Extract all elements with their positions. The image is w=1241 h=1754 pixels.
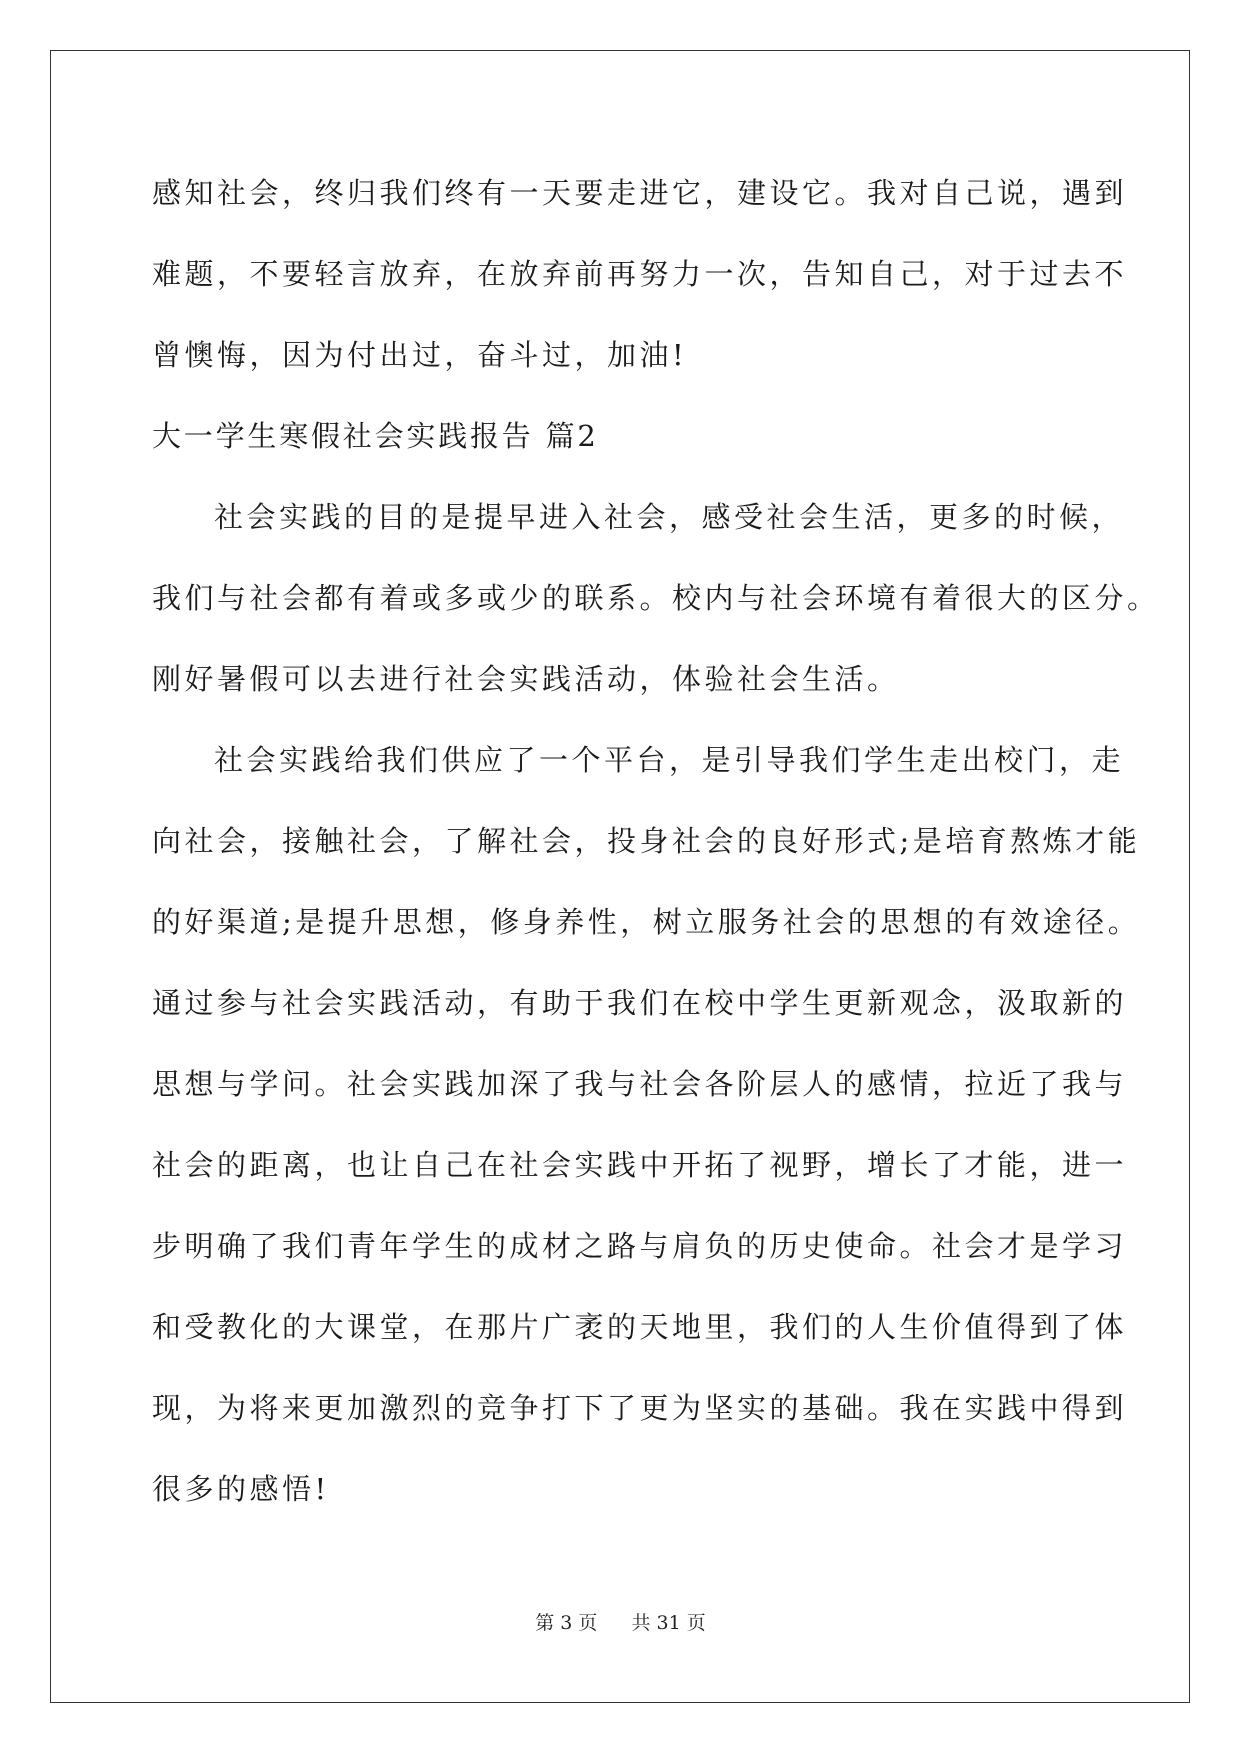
text-line: 现，为将来更加激烈的竞争打下了更为坚实的基础。我在实践中得到: [152, 1391, 1128, 1425]
text-line: 社会实践给我们供应了一个平台，是引导我们学生走出校门，走: [214, 743, 1125, 777]
document-body: [152, 158, 1160, 1535]
text-line: 感知社会，终归我们终有一天要走进它，建设它。我对自己说，遇到: [152, 176, 1128, 210]
text-line: 思想与学问。社会实践加深了我与社会各阶层人的感情，拉近了我与: [152, 1067, 1128, 1101]
text-line: 我们与社会都有着或多或少的联系。校内与社会环境有着很大的区分。: [152, 581, 1160, 615]
text-line: 社会的距离，也让自己在社会实践中开拓了视野，增长了才能，进一: [152, 1148, 1128, 1182]
page-number-total: 共 31 页: [631, 1612, 706, 1634]
text-line: 社会实践的目的是提早进入社会，感受社会生活，更多的时候，: [214, 500, 1125, 534]
text-line: 难题，不要轻言放弃，在放弃前再努力一次，告知自己，对于过去不: [152, 257, 1128, 291]
text-line: 向社会，接触社会，了解社会，投身社会的良好形式;是培育熬炼才能: [152, 824, 1141, 858]
text-line: 曾懊悔，因为付出过，奋斗过，加油!: [152, 338, 688, 372]
page-number-current: 第 3 页: [535, 1612, 598, 1634]
text-line: 步明确了我们青年学生的成材之路与肩负的历史使命。社会才是学习: [152, 1229, 1128, 1263]
text-line: 和受教化的大课堂，在那片广袤的天地里，我们的人生价值得到了体: [152, 1310, 1128, 1344]
text-line: 通过参与社会实践活动，有助于我们在校中学生更新观念，汲取新的: [152, 986, 1128, 1020]
page-footer: [0, 1608, 1241, 1635]
text-line: 的好渠道;是提升思想，修身养性，树立服务社会的思想的有效途径。: [152, 905, 1141, 939]
text-line: 刚好暑假可以去进行社会实践活动，体验社会生活。: [152, 662, 900, 696]
section-heading: 大一学生寒假社会实践报告 篇2: [152, 419, 599, 453]
text-line: 很多的感悟!: [152, 1472, 330, 1506]
